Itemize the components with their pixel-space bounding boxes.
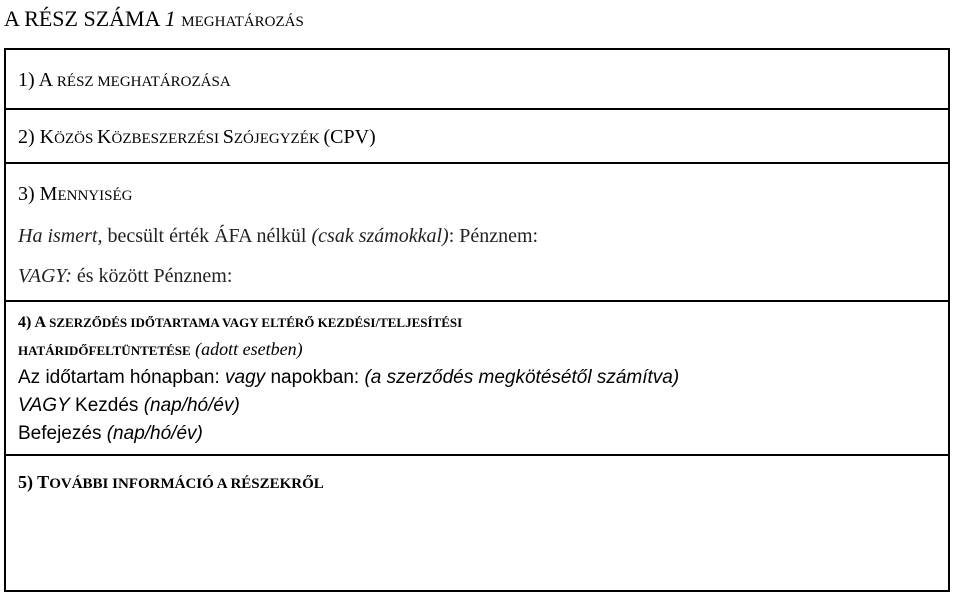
text-italic: VAGY (18, 395, 70, 416)
text-italic: (csak számokkal) (311, 225, 449, 247)
section-2-heading (18, 125, 376, 151)
title-text: RÉSZ SZÁMA (24, 6, 160, 31)
section-3-heading (18, 182, 132, 208)
heading-cpv: (CPV) (323, 126, 376, 148)
section-4 (6, 302, 948, 454)
text-plain: Kezdés (69, 395, 144, 416)
text-plain: becsült érték ÁFA nélkül (102, 225, 312, 247)
text-italic: (a szerződés megkötésétől számítva) (364, 367, 680, 388)
heading-text: ÖZÖS (54, 131, 98, 147)
text-plain: : Pénznem: (448, 225, 539, 247)
text-plain: napokban: (265, 367, 365, 388)
section-1-heading (18, 68, 231, 94)
text-italic: vagy (225, 367, 266, 388)
text-italic: (nap/hó/év) (106, 423, 203, 444)
heading-cap: T (37, 472, 50, 492)
heading-text: HATÁRIDŐFELTÜNTETÉSE (18, 343, 191, 358)
end-date-line (18, 422, 203, 446)
title-letter: A (4, 6, 19, 31)
heading-cap: S (222, 126, 234, 148)
section-number: 2) (18, 126, 40, 148)
range-line (18, 264, 232, 288)
heading-cap: K (97, 126, 112, 148)
page-title (4, 6, 304, 35)
section-4-heading (18, 312, 462, 334)
section-number: 4) (18, 314, 35, 331)
section-4-heading-cont (18, 338, 303, 362)
heading-text: ENNYISÉG (57, 188, 133, 204)
heading-text: ZÓJEGYZÉK (233, 131, 324, 147)
section-number: 5) (18, 472, 38, 492)
heading-text: RÉSZ MEGHATÁROZÁSA (56, 74, 231, 90)
section-5-heading (18, 470, 324, 496)
text-plain: Az időtartam hónapban: (18, 367, 226, 388)
heading-text: SZERZŐDÉS IDŐTARTAMA VAGY ELTÉRŐ KEZDÉSI/TELJESÍTÉSI (49, 315, 463, 330)
section-number: 1) (18, 69, 39, 91)
start-date-line (18, 394, 240, 418)
section-3 (6, 164, 948, 300)
text-plain: Befejezés (18, 423, 107, 444)
title-rest: MEGHATÁROZÁS (181, 14, 304, 30)
text-italic: (nap/hó/év) (143, 395, 240, 416)
section-number: 3) (18, 183, 40, 205)
heading-text: ÖZBESZERZÉSI (111, 131, 223, 147)
text-italic: VAGY: (18, 265, 72, 287)
form-box (4, 48, 950, 592)
heading-cap: K (39, 126, 55, 148)
heading-cap: M (39, 183, 58, 205)
section-1 (6, 50, 948, 108)
duration-line (18, 366, 679, 390)
heading-text: OVÁBBI INFORMÁCIÓ A RÉSZEKRŐL (49, 476, 324, 492)
text-italic: Ha ismert, (18, 225, 103, 247)
heading-cap: A (34, 314, 46, 331)
title-part-number: 1 (164, 6, 176, 31)
heading-note: (adott esetben) (190, 339, 303, 359)
heading-cap: A (38, 69, 52, 91)
section-2 (6, 110, 948, 162)
estimated-value-line (18, 224, 538, 248)
text-plain: és között Pénznem: (71, 265, 233, 287)
section-5 (6, 456, 948, 590)
